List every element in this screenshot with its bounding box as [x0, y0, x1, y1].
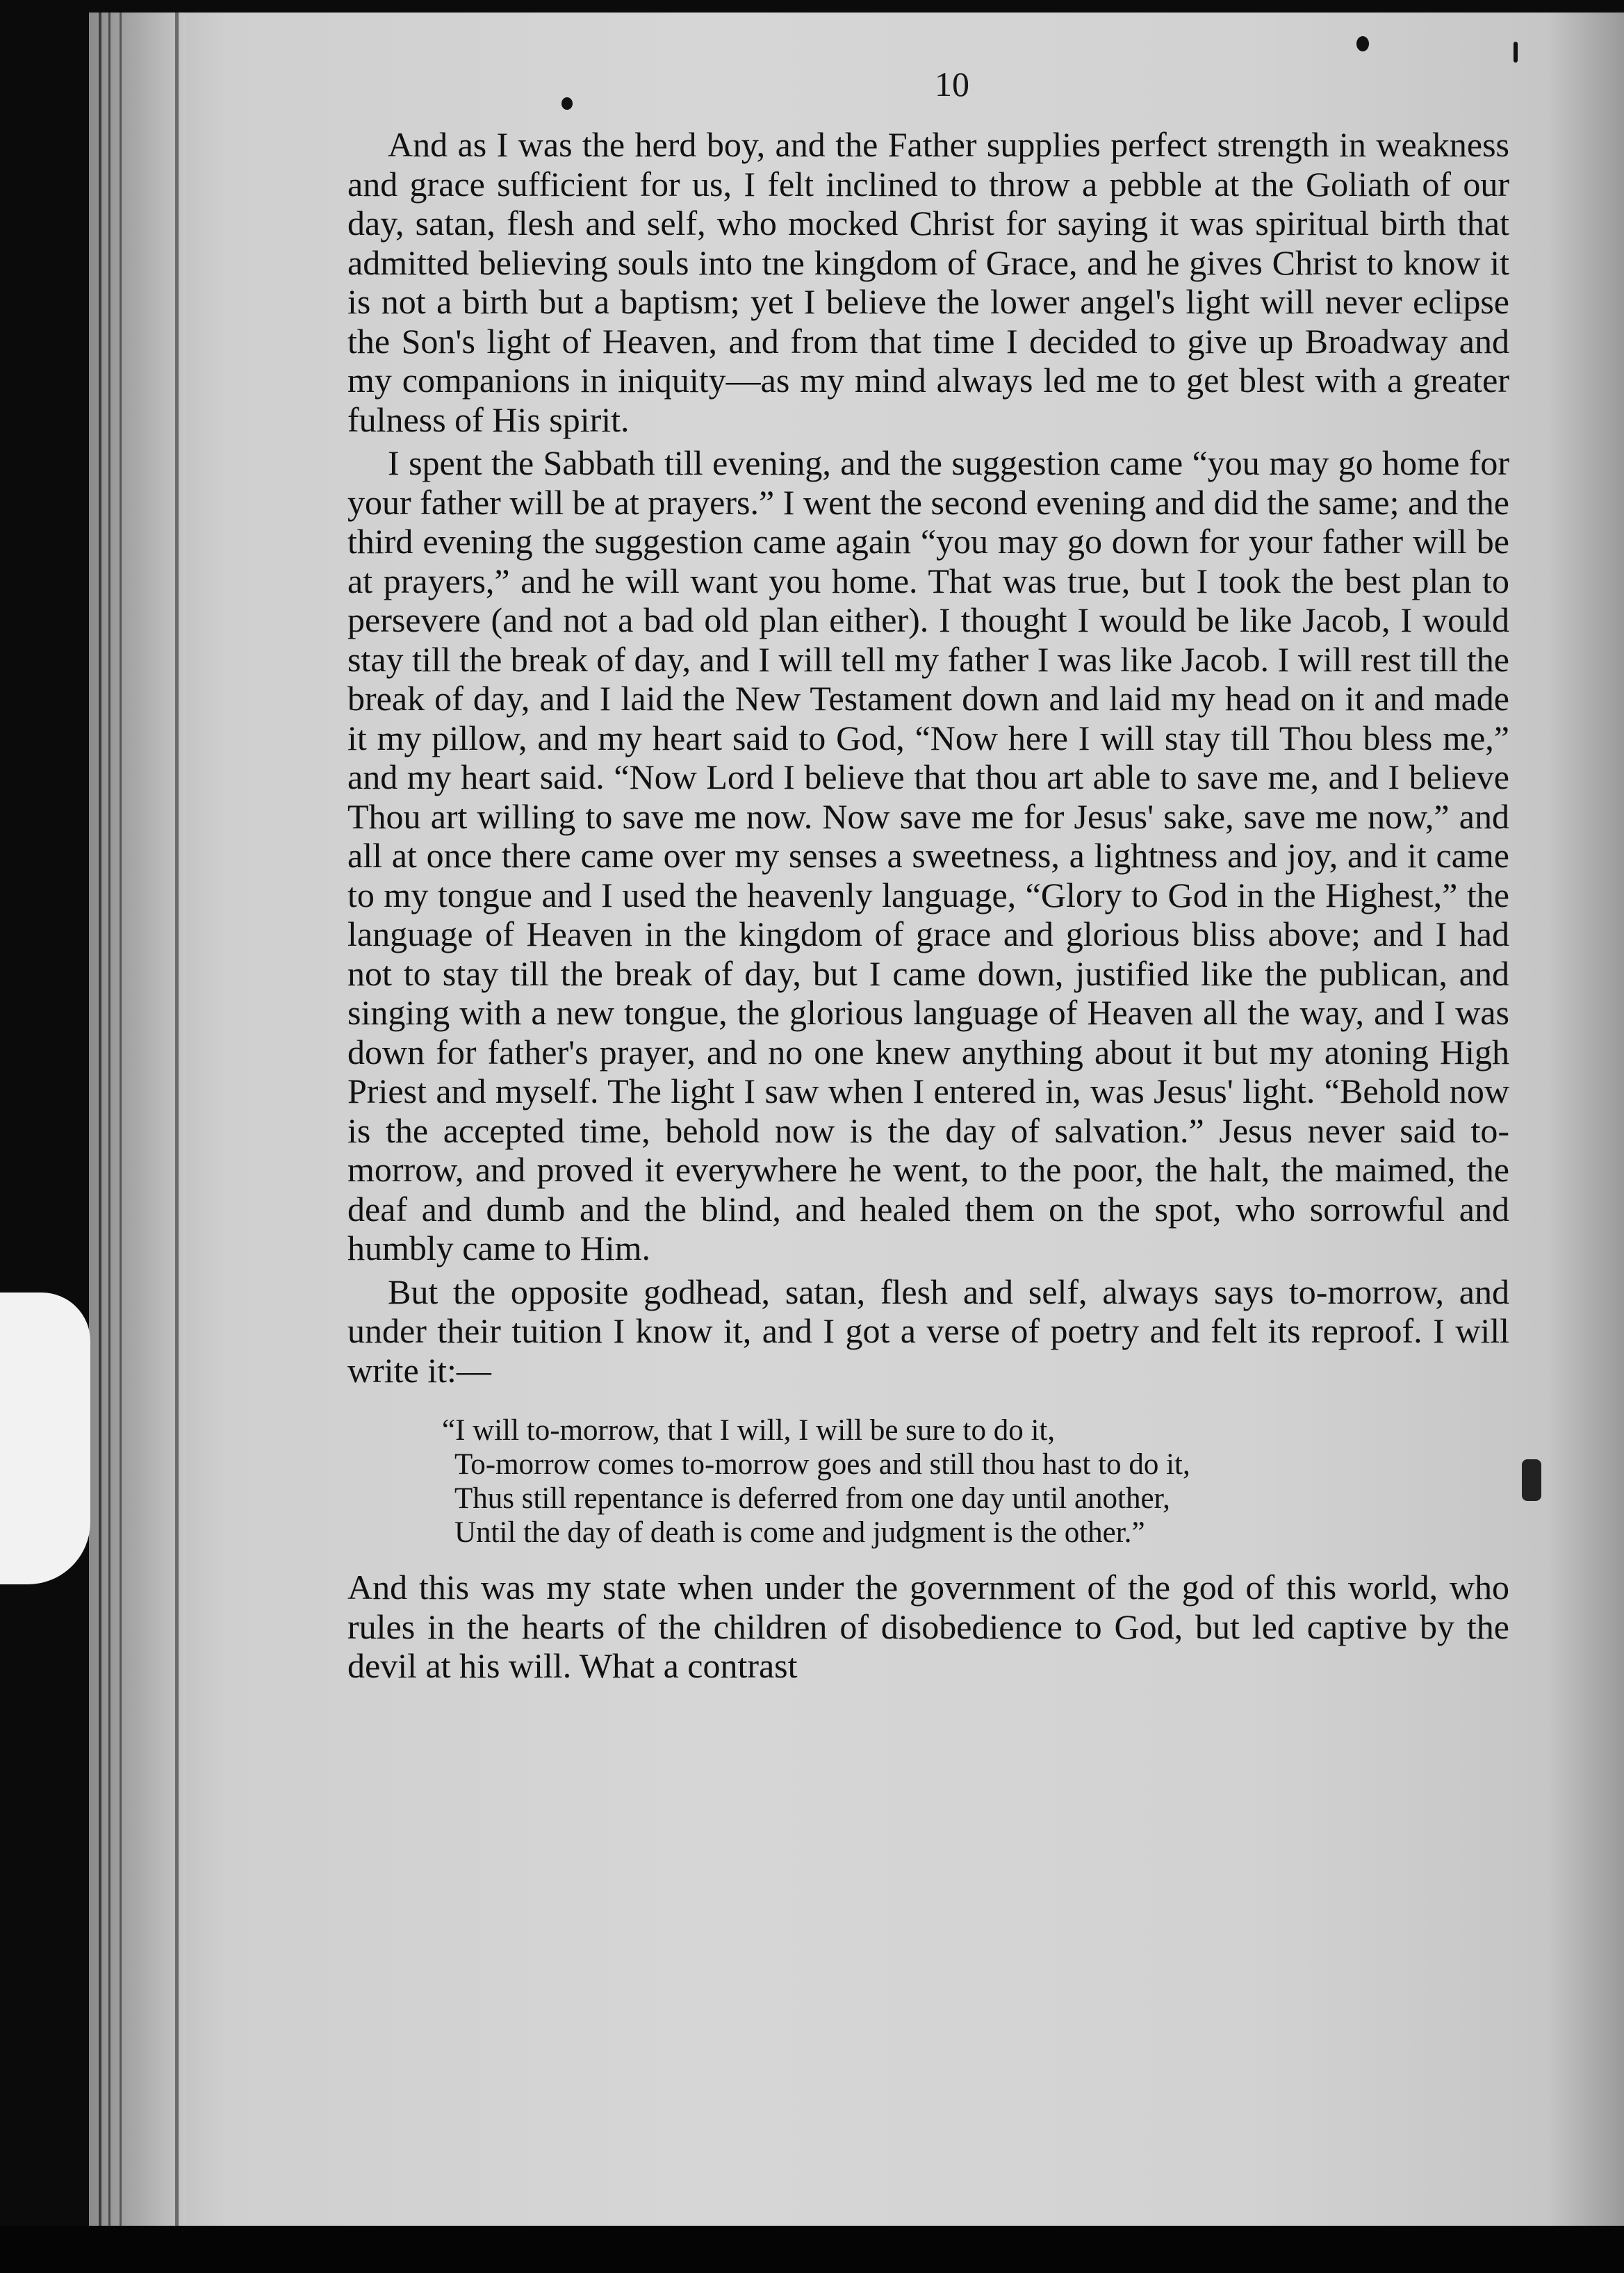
poem-line: Thus still repentance is deferred from one day until another,: [454, 1482, 1170, 1515]
ink-speck: [1356, 36, 1369, 51]
page-number: 10: [935, 65, 969, 104]
ink-smudge: [1522, 1459, 1541, 1501]
poem-line: To-morrow comes to-morrow goes and still thou hast to do it,: [454, 1448, 1190, 1481]
page-edge-tear: [0, 1293, 90, 1584]
ink-speck: [1514, 42, 1518, 63]
poem-verse: [442, 1413, 1509, 1550]
binding-rule-inner: [120, 13, 122, 2226]
ink-speck: [561, 97, 573, 110]
scan-bottom-border: [0, 2226, 1624, 2273]
paragraph: I spent the Sabbath till evening, and the suggestion came “you may go home for your father will be at prayers.” I went the second evening and did the same; and the third evening the suggestion came again “you may go down for your father will be at prayers,” and he will want you home. That was true, but I took the best plan to persevere (and not a bad old plan either). I thought I would be like Jacob, I would stay till the break of day, and I will tell my father I was like Jacob. I will rest till the break of day, and I laid the New Testament down and laid my head on it and made it my pillow, and my heart said to God, “Now here I will stay till Thou bless me,” and my heart said. “Now Lord I believe that thou art able to save me, and I believe Thou art willing to save me now. Now save me for Jesus' sake, save me now,” and all at once there came over my senses a sweetness, a lightness and joy, and it came to my tongue and I used the heavenly language, “Glory to God in the Highest,” the language of Heaven in the kingdom of grace and glorious bliss above; and I had not to stay till the break of day, but I came down, justified like the publican, and singing with a new tongue, the glorious language of Heaven all the way, and I was down for father's prayer, and no one knew anything about it but my atoning High Priest and myself. The light I saw when I entered in, was Jesus' light. “Behold now is the accepted time, behold now is the day of salvation.” Jesus never said to-morrow, and proved it everywhere he went, to the poor, the halt, the maimed, the deaf and dumb and the blind, and healed them on the spot, who sorrowful and humbly came to Him.: [347, 443, 1509, 1267]
poem-line: “I will to-morrow, that I will, I will be sure to do it,: [442, 1414, 1056, 1447]
page-gutter-shadow: [89, 13, 186, 2226]
binding-fold-line: [175, 13, 179, 2226]
closing-paragraph: And this was my state when under the government of the god of this world, who rules in the hearts of the children of disobedience to God, but led captive by the devil at his will. What a contrast: [347, 1568, 1509, 1685]
binding-rule-outer: [99, 13, 101, 2226]
paragraph: But the opposite godhead, satan, flesh and self, always says to-morrow, and under their tuition I know it, and I got a verse of poetry and felt its reproof. I will write it:—: [347, 1272, 1509, 1390]
paragraph: And as I was the herd boy, and the Father supplies perfect strength in weakness and grace sufficient for us, I felt inclined to throw a pebble at the Goliath of our day, satan, flesh and self, who mocked Christ for saying it was spiritual birth that admitted believing souls into tne kingdom of Grace, and he gives Christ to know it is not a birth but a baptism; yet I believe the lower angel's light will never eclipse the Son's light of Heaven, and from that time I decided to give up Broadway and my companions in iniquity—as my mind always led me to get blest with a greater fulness of His spirit.: [347, 125, 1509, 439]
body-text: [347, 125, 1509, 1686]
poem-line: Until the day of death is come and judgment is the other.”: [454, 1516, 1145, 1549]
binding-rule-middle: [108, 13, 110, 2226]
